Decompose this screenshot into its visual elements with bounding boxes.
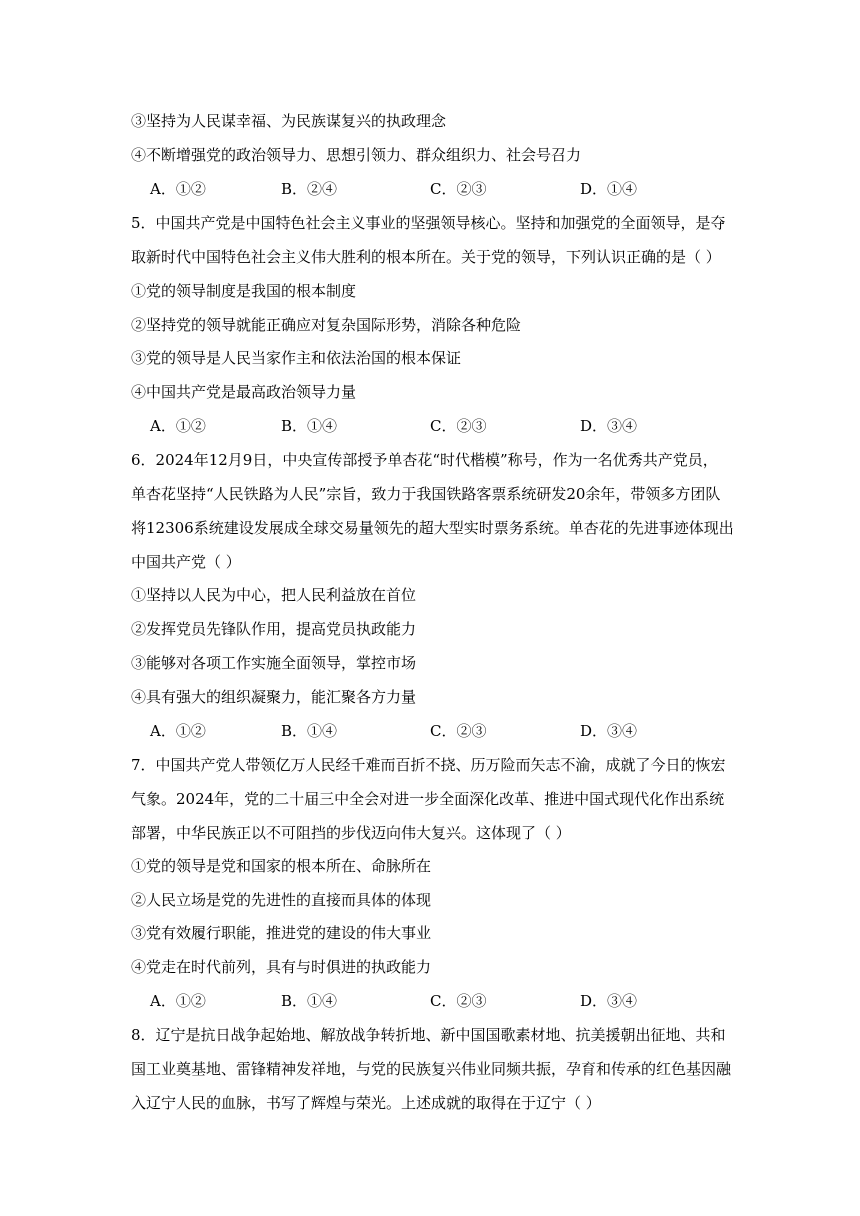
q6-options <box>0 720 860 742</box>
q6-stem <box>131 449 743 585</box>
q7-stem <box>131 754 743 856</box>
q6-item-1: ①坚持以人民为中心，把人民利益放在首位 <box>131 586 417 604</box>
q5-item-4: ④中国共产党是最高政治领导力量 <box>131 383 357 401</box>
q7-options <box>0 990 860 1012</box>
q4-options <box>0 178 860 200</box>
q7-item-3: ③党有效履行职能，推进党的建设的伟大事业 <box>131 924 432 942</box>
q6-stem-line: 将12306系统建设发展成全球交易量领先的超大型实时票务系统。单杏花的先进事迹体现出 <box>131 519 734 537</box>
q5-item-2: ②坚持党的领导就能正确应对复杂国际形势，消除各种危险 <box>131 316 522 334</box>
q6-item-4: ④具有强大的组织凝聚力，能汇聚各方力量 <box>131 688 417 706</box>
q5-option-a[interactable]: A．①② <box>150 417 206 435</box>
q6-option-a[interactable]: A．①② <box>150 722 206 740</box>
q7-stem-line: 气象。2024年，党的二十届三中全会对进一步全面深化改革、推进中国式现代化作出系统 <box>131 790 725 808</box>
q6-stem-line: 单杏花坚持“人民铁路为人民”宗旨，致力于我国铁路客票系统研发20余年，带领多方团队 <box>131 485 721 503</box>
q7-item-1: ①党的领导是党和国家的根本所在、命脉所在 <box>131 857 432 875</box>
q4-option-c[interactable]: C．②③ <box>430 180 487 198</box>
q4-option-d[interactable]: D．①④ <box>580 180 638 198</box>
q8-stem-line: 国工业奠基地、雷锋精神发祥地，与党的民族复兴伟业同频共振，孕育和传承的红色基因融 <box>131 1060 732 1078</box>
q5-item-1: ①党的领导制度是我国的根本制度 <box>131 282 357 300</box>
q7-option-c[interactable]: C．②③ <box>430 992 487 1010</box>
q6-stem-line: 6．2024年12月9日，中央宣传部授予单杏花“时代楷模”称号，作为一名优秀共产党员， <box>131 451 718 469</box>
q8-stem-line: 入辽宁人民的血脉，书写了辉煌与荣光。上述成就的取得在于辽宁（ ） <box>131 1094 601 1112</box>
q7-option-b[interactable]: B．①④ <box>281 992 338 1010</box>
q4-item-3: ③坚持为人民谋幸福、为民族谋复兴的执政理念 <box>131 112 447 130</box>
q5-stem-line: 5．中国共产党是中国特色社会主义事业的坚强领导核心。坚持和加强党的全面领导，是夺 <box>131 214 726 232</box>
q8-stem-line: 8．辽宁是抗日战争起始地、解放战争转折地、新中国国歌素材地、抗美援朝出征地、共和 <box>131 1026 726 1044</box>
q6-item-3: ③能够对各项工作实施全面领导，掌控市场 <box>131 654 417 672</box>
q4-option-a[interactable]: A．①② <box>150 180 206 198</box>
q8-stem <box>131 1024 743 1126</box>
q6-option-d[interactable]: D．③④ <box>580 722 638 740</box>
q4-item-4: ④不断增强党的政治领导力、思想引领力、群众组织力、社会号召力 <box>131 146 582 164</box>
q7-stem-line: 7．中国共产党人带领亿万人民经千难而百折不挠、历万险而矢志不渝，成就了今日的恢宏 <box>131 756 726 774</box>
q6-option-b[interactable]: B．①④ <box>281 722 338 740</box>
q5-options <box>0 415 860 437</box>
q5-stem <box>131 212 743 280</box>
q6-item-2: ②发挥党员先锋队作用，提高党员执政能力 <box>131 620 417 638</box>
q7-item-4: ④党走在时代前列，具有与时俱进的执政能力 <box>131 958 432 976</box>
q7-option-d[interactable]: D．③④ <box>580 992 638 1010</box>
q5-item-3: ③党的领导是人民当家作主和依法治国的根本保证 <box>131 349 462 367</box>
q6-stem-line: 中国共产党（ ） <box>131 553 241 571</box>
q5-option-d[interactable]: D．③④ <box>580 417 638 435</box>
q7-stem-line: 部署，中华民族正以不可阻挡的步伐迈向伟大复兴。这体现了（ ） <box>131 824 571 842</box>
q7-item-2: ②人民立场是党的先进性的直接而具体的体现 <box>131 891 432 909</box>
q5-stem-line: 取新时代中国特色社会主义伟大胜利的根本所在。关于党的领导，下列认识正确的是（ ） <box>131 248 721 266</box>
q5-option-c[interactable]: C．②③ <box>430 417 487 435</box>
q5-option-b[interactable]: B．①④ <box>281 417 338 435</box>
q4-option-b[interactable]: B．②④ <box>281 180 338 198</box>
q7-option-a[interactable]: A．①② <box>150 992 206 1010</box>
q6-option-c[interactable]: C．②③ <box>430 722 487 740</box>
